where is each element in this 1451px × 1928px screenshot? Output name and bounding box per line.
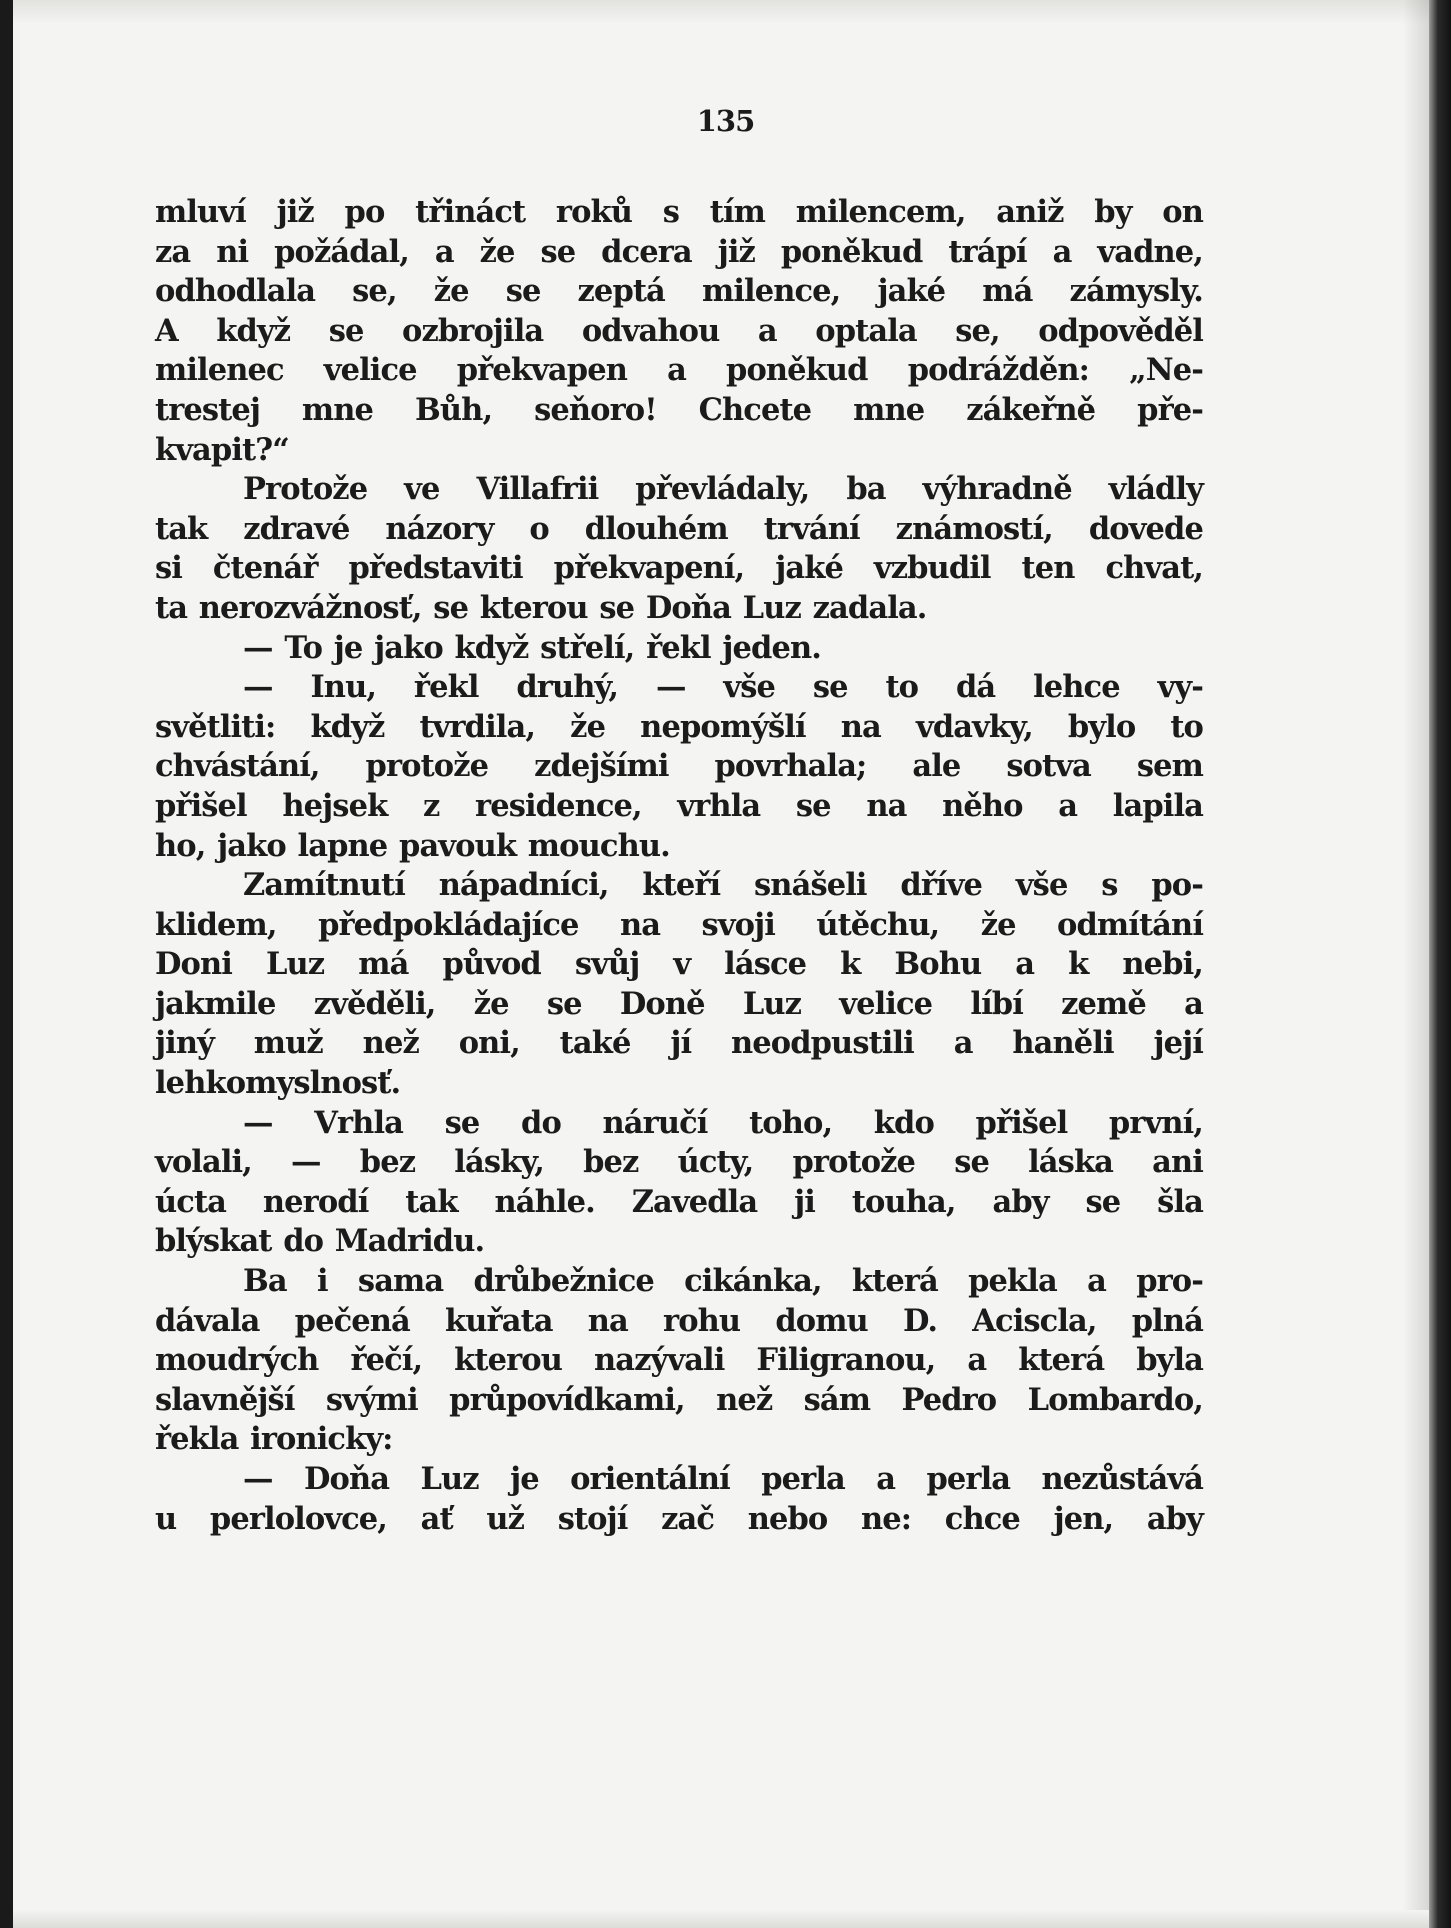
text-line: — Vrhla se do náručí toho, kdo přišel první,	[243, 1104, 1203, 1141]
text-line: úcta nerodí tak náhle. Zavedla ji touha, aby se šla	[155, 1183, 1203, 1220]
text-line: dávala pečená kuřata na rohu domu D. Aciscla, plná	[155, 1302, 1203, 1339]
text-line: milenec velice překvapen a poněkud podrážděn: „Ne-	[155, 352, 1203, 389]
text-line: klidem, předpokládajíce na svoji útěchu, že odmítání	[155, 906, 1203, 943]
text-line: ta nerozvážnosť, se kterou se Doňa Luz zadala.	[155, 589, 927, 626]
text-line: řekla ironicky:	[155, 1421, 393, 1458]
scan-right-shadow	[1403, 0, 1429, 1928]
scan-top-shade	[13, 0, 1451, 24]
body-text	[155, 193, 1203, 1539]
text-line: přišel hejsek z residence, vrhla se na něho a lapila	[155, 787, 1203, 824]
text-line: Doni Luz má původ svůj v lásce k Bohu a k nebi,	[155, 946, 1203, 983]
text-line: ho, jako lapne pavouk mouchu.	[155, 827, 670, 864]
text-line: u perlolovce, ať už stojí zač nebo ne: chce jen, aby	[155, 1500, 1203, 1537]
text-line: mluví již po třináct roků s tím milencem, aniž by on	[155, 194, 1203, 230]
text-line: si čtenář představiti překvapení, jaké vzbudil ten chvat,	[155, 550, 1203, 587]
scan-right-edge	[1429, 0, 1451, 1928]
text-line: světliti: když tvrdila, že nepomýšlí na vdavky, bylo to	[155, 708, 1203, 745]
text-line: Protože ve Villafrii převládaly, ba výhradně vládly	[243, 471, 1203, 508]
text-line: chvástání, protože zdejšími povrhala; ale sotva sem	[155, 748, 1203, 785]
text-line: lehkomyslnosť.	[155, 1065, 401, 1102]
text-line: A když se ozbrojila odvahou a optala se, odpověděl	[155, 312, 1203, 349]
text-line: slavnější svými průpovídkami, než sám Pedro Lombardo,	[155, 1381, 1203, 1418]
text-line: kvapit?“	[155, 431, 289, 468]
text-line: odhodlala se, že se zeptá milence, jaké má zámysly.	[155, 273, 1203, 310]
text-line: blýskat do Madridu.	[155, 1223, 485, 1260]
text-line: Ba i sama drůbežnice cikánka, která pekla a pro-	[243, 1263, 1203, 1300]
text-line: — Doňa Luz je orientální perla a perla nezůstává	[243, 1461, 1203, 1497]
text-line: moudrých řečí, kterou nazývali Filigranou, a která byla	[155, 1342, 1203, 1379]
text-line: za ni požádal, a že se dcera již poněkud trápí a vadne,	[155, 233, 1203, 270]
text-line: jakmile zvěděli, že se Doně Luz velice líbí země a	[155, 985, 1203, 1022]
text-line: — Inu, řekl druhý, — vše se to dá lehce vy-	[243, 669, 1203, 706]
text-line: volali, — bez lásky, bez úcty, protože se láska ani	[155, 1144, 1203, 1181]
page-number: 135	[696, 104, 755, 138]
text-line: trestej mne Bůh, seňoro! Chcete mne zákeřně pře-	[155, 391, 1203, 428]
text-line: jiný muž než oni, také jí neodpustili a haněli její	[155, 1025, 1203, 1062]
text-line: tak zdravé názory o dlouhém trvání známostí, dovede	[155, 510, 1203, 547]
scan-bottom-shade	[13, 1910, 1429, 1928]
scan-left-edge	[0, 0, 13, 1928]
text-line: — To je jako když střelí, řekl jeden.	[243, 629, 821, 666]
text-line: Zamítnutí nápadníci, kteří snášeli dříve vše s po-	[243, 867, 1203, 904]
